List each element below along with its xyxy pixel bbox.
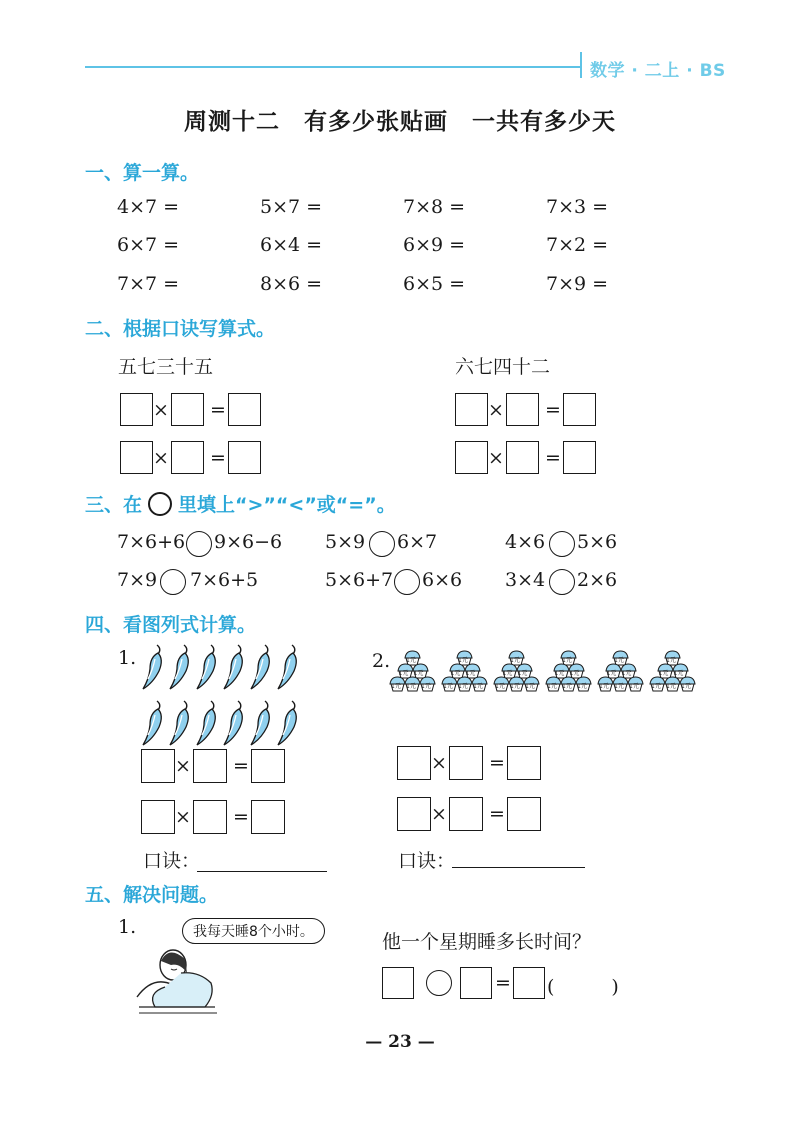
answer-box[interactable] xyxy=(397,797,431,831)
cupcake-price: 1元 xyxy=(406,657,416,664)
answer-box[interactable] xyxy=(455,441,488,474)
answer-box[interactable] xyxy=(506,441,539,474)
answer-box[interactable] xyxy=(228,393,261,426)
section-4-heading: 四、看图列式计算。 xyxy=(85,614,257,636)
cupcake-price: 1元 xyxy=(473,683,483,690)
pepper-icon xyxy=(221,699,247,747)
comparison-circle[interactable] xyxy=(369,531,395,557)
answer-box[interactable] xyxy=(449,746,483,780)
equals-sign: = xyxy=(489,803,505,825)
section-5-heading: 五、解决问题。 xyxy=(85,884,219,906)
answer-parens: ( ) xyxy=(547,976,619,998)
cupcake-price: 1元 xyxy=(547,683,557,690)
answer-box[interactable] xyxy=(171,441,204,474)
answer-box[interactable] xyxy=(397,746,431,780)
section-3-heading xyxy=(85,490,396,517)
question-2-number: 2. xyxy=(372,650,391,672)
cupcake-price: 1元 xyxy=(510,683,520,690)
rhyme-left: 五七三十五 xyxy=(118,356,214,378)
answer-box[interactable] xyxy=(120,393,153,426)
pepper-icon xyxy=(221,643,247,691)
cupcake-price: 1元 xyxy=(651,683,661,690)
cupcake-price: 1元 xyxy=(569,670,580,677)
calc-problem: 7×2 = xyxy=(546,234,609,256)
cupcake-icon xyxy=(471,676,488,692)
calc-problem: 7×9 = xyxy=(546,273,609,295)
answer-box[interactable] xyxy=(455,393,488,426)
cupcake-price: 1元 xyxy=(681,683,691,690)
comparison-right: 9×6−6 xyxy=(214,531,283,553)
equals-sign: = xyxy=(545,446,561,469)
calc-problem: 6×7 = xyxy=(117,234,180,256)
equals-sign: = xyxy=(233,755,249,777)
pepper-icon xyxy=(275,643,301,691)
answer-box[interactable] xyxy=(120,441,153,474)
calc-problem: 7×3 = xyxy=(546,196,609,218)
equals-sign: = xyxy=(210,398,226,421)
cupcake-price: 1元 xyxy=(562,657,572,664)
comparison-circle[interactable] xyxy=(186,531,212,557)
answer-box[interactable] xyxy=(506,393,539,426)
cupcake-price: 1元 xyxy=(658,670,669,677)
equals-sign: = xyxy=(545,398,561,421)
problem-1-question: 他一个星期睡多长时间？ xyxy=(382,931,592,953)
cupcake-price: 1元 xyxy=(421,683,431,690)
comparison-left: 7×6+6 xyxy=(117,531,186,553)
comparison-left: 5×9 xyxy=(325,531,366,553)
circle-icon xyxy=(148,492,172,516)
comparison-left: 7×9 xyxy=(117,569,158,591)
cupcake-price: 1元 xyxy=(525,683,535,690)
equals-sign: = xyxy=(210,446,226,469)
cupcake-price: 1元 xyxy=(450,670,461,677)
pepper-icon xyxy=(140,643,166,691)
calc-problem: 6×9 = xyxy=(403,234,466,256)
cupcake-price: 1元 xyxy=(629,683,639,690)
answer-box[interactable] xyxy=(507,746,541,780)
cupcake-price: 1元 xyxy=(673,670,684,677)
equals-sign: = xyxy=(233,806,249,828)
pepper-icon xyxy=(248,699,274,747)
answer-box-2[interactable] xyxy=(460,967,492,999)
pepper-icon xyxy=(194,643,220,691)
times-sign: × xyxy=(431,803,447,825)
comparison-circle[interactable] xyxy=(394,569,420,595)
answer-box[interactable] xyxy=(507,797,541,831)
cupcake-icon xyxy=(575,676,592,692)
section-3-heading-post: 里填上“>”“<”或“=”。 xyxy=(178,494,396,516)
cupcake-price: 1元 xyxy=(502,670,513,677)
section-2-heading: 二、根据口诀写算式。 xyxy=(85,318,276,340)
times-sign: × xyxy=(488,398,504,421)
comparison-circle[interactable] xyxy=(160,569,186,595)
answer-box[interactable] xyxy=(563,441,596,474)
comparison-right: 5×6 xyxy=(577,531,618,553)
cupcake-price: 1元 xyxy=(443,683,453,690)
times-sign: × xyxy=(175,806,191,828)
answer-box-3[interactable] xyxy=(513,967,545,999)
cupcake-price: 1元 xyxy=(666,657,676,664)
comparison-right: 6×6 xyxy=(422,569,463,591)
answer-box[interactable] xyxy=(251,800,285,834)
comparison-circle[interactable] xyxy=(549,569,575,595)
cupcake-price: 1元 xyxy=(398,670,409,677)
comparison-right: 6×7 xyxy=(397,531,438,553)
pepper-icon xyxy=(194,699,220,747)
cupcake-price: 1元 xyxy=(458,683,468,690)
times-sign: × xyxy=(153,446,169,469)
cupcake-icon xyxy=(523,676,540,692)
comparison-left: 4×6 xyxy=(505,531,546,553)
answer-box[interactable] xyxy=(228,441,261,474)
cupcake-icon xyxy=(679,676,696,692)
cupcake-price: 1元 xyxy=(465,670,476,677)
cupcake-price: 1元 xyxy=(621,670,632,677)
operator-circle[interactable] xyxy=(426,970,452,996)
answer-box[interactable] xyxy=(251,749,285,783)
answer-box-1[interactable] xyxy=(382,967,414,999)
question-1-number: 1. xyxy=(118,647,137,669)
pepper-icon xyxy=(167,699,193,747)
cupcake-price: 1元 xyxy=(554,670,565,677)
times-sign: × xyxy=(488,446,504,469)
header-divider xyxy=(580,52,582,78)
cupcake-icon xyxy=(627,676,644,692)
rhyme-answer-line-1[interactable] xyxy=(197,871,327,872)
rhyme-answer-line-2[interactable] xyxy=(452,867,585,868)
comparison-left: 5×6+7 xyxy=(325,569,394,591)
cupcake-price: 1元 xyxy=(614,683,624,690)
times-sign: × xyxy=(431,752,447,774)
answer-box[interactable] xyxy=(193,749,227,783)
calc-problem: 6×5 = xyxy=(403,273,466,295)
pepper-icon xyxy=(248,643,274,691)
sleeping-child-illustration xyxy=(135,935,220,1020)
cupcake-price: 1元 xyxy=(413,670,424,677)
answer-box[interactable] xyxy=(171,393,204,426)
calc-problem: 5×7 = xyxy=(260,196,323,218)
section-1-heading: 一、算一算。 xyxy=(85,162,200,184)
answer-box[interactable] xyxy=(141,800,175,834)
times-sign: × xyxy=(175,755,191,777)
pepper-icon xyxy=(275,699,301,747)
cupcake-price: 1元 xyxy=(614,657,624,664)
page-number: — 23 — xyxy=(365,1032,435,1052)
calc-problem: 4×7 = xyxy=(117,196,180,218)
comparison-circle[interactable] xyxy=(549,531,575,557)
comparison-right: 2×6 xyxy=(577,569,618,591)
cupcake-price: 1元 xyxy=(495,683,505,690)
cupcake-price: 1元 xyxy=(458,657,468,664)
cupcake-price: 1元 xyxy=(606,670,617,677)
subject-label: 数学 · 二上 · BS xyxy=(590,61,726,81)
header-rule xyxy=(85,66,580,68)
answer-box[interactable] xyxy=(449,797,483,831)
rhyme-label-2: 口诀： xyxy=(398,850,456,872)
comparison-left: 3×4 xyxy=(505,569,546,591)
cupcake-price: 1元 xyxy=(517,670,528,677)
equals-sign: = xyxy=(489,752,505,774)
calc-problem: 7×7 = xyxy=(117,273,180,295)
answer-box[interactable] xyxy=(141,749,175,783)
speech-bubble: 我每天睡8个小时。 xyxy=(182,918,325,944)
section-3-heading-pre: 三、在 xyxy=(85,494,143,516)
cupcake-price: 1元 xyxy=(577,683,587,690)
times-sign: × xyxy=(153,398,169,421)
cupcake-icon xyxy=(419,676,436,692)
cupcake-price: 1元 xyxy=(599,683,609,690)
pepper-icon xyxy=(167,643,193,691)
rhyme-label-1: 口诀： xyxy=(143,850,201,872)
answer-box[interactable] xyxy=(193,800,227,834)
calc-problem: 6×4 = xyxy=(260,234,323,256)
equals-sign: = xyxy=(495,972,511,994)
cupcake-price: 1元 xyxy=(510,657,520,664)
cupcake-price: 1元 xyxy=(666,683,676,690)
pepper-icon xyxy=(140,699,166,747)
answer-box[interactable] xyxy=(563,393,596,426)
calc-problem: 8×6 = xyxy=(260,273,323,295)
cupcake-price: 1元 xyxy=(562,683,572,690)
problem-1-number: 1. xyxy=(118,916,137,938)
page-title: 周测十二 有多少张贴画 一共有多少天 xyxy=(184,108,616,135)
rhyme-right: 六七四十二 xyxy=(455,356,551,378)
cupcake-price: 1元 xyxy=(391,683,401,690)
cupcake-price: 1元 xyxy=(406,683,416,690)
calc-problem: 7×8 = xyxy=(403,196,466,218)
comparison-right: 7×6+5 xyxy=(190,569,259,591)
